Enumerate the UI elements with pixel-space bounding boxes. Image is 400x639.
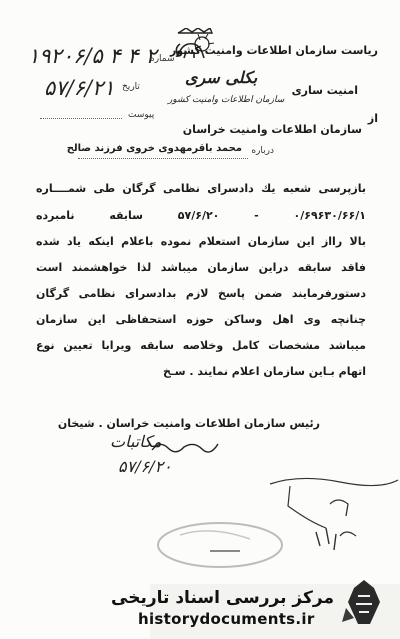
watermark-url: historydocuments.ir — [138, 610, 315, 628]
body-line: چنانچه وی اهل وساکن حوزه استحفاظی این سازمان — [36, 313, 366, 326]
department-name: امنیت ساری — [291, 84, 358, 97]
subject-line — [78, 158, 248, 159]
watermark-logo-icon — [340, 578, 388, 628]
watermark-title: مرکز بررسی اسناد تاریخی — [111, 588, 334, 608]
attachment-label: پیوست — [128, 110, 155, 120]
body-line: دستورفرمایند ضمن پاسخ لازم بدادسرای نظامی گرگان — [36, 287, 366, 300]
body-line: بالا رااز این سازمان استعلام نموده باعلام اینکه یاد شده — [36, 235, 366, 248]
signature-handwritten-note: مکاتبات — [110, 432, 162, 451]
attachment-line — [40, 118, 122, 119]
body-line: فاقد سابقه دراین سازمان میباشد لذا خواهشمند است — [36, 261, 366, 274]
date-value: ۵۷/۶/۲۱ — [44, 76, 115, 100]
signature-scribble — [150, 438, 220, 456]
signature-title: رئیس سازمان اطلاعات وامنیت خراسان . شیخان — [57, 417, 320, 430]
number-value: ۱۹۲۰۶/۵ ۴ ۴ ۲ — [28, 44, 157, 68]
handwritten-stamp-line: سازمان اطلاعات وامنیت کشور — [168, 95, 285, 105]
faded-stamp-icon — [150, 515, 290, 575]
number-label: شماره — [150, 54, 175, 64]
from-label: از — [367, 112, 378, 125]
date-label: تاریخ — [122, 82, 140, 92]
subject-value: محمد باقرمهدوی خروی فرزند صالح — [66, 143, 242, 154]
agency-name: ریاست سازمان اطلاعات وامنیت کشور — [169, 44, 378, 57]
from-value: سازمان اطلاعات وامنیت خراسان — [182, 123, 362, 136]
body-line: ۰/۶۹۶۳۰/۶۶/۱ - ۵۷/۶/۲۰ سابقه نامبرده — [36, 209, 366, 222]
body-line: میباشد مشخصات کامل وخلاصه سابقه ویرابا تعیین نوع — [36, 339, 366, 352]
subject-label: درباره — [251, 146, 274, 156]
body-line: اتهام بـاین سازمان اعلام نمایند . سـخ — [163, 365, 366, 378]
body-line: بازپرسی شعبه یك دادسرای نظامی گرگان طی شمــــاره — [36, 182, 366, 195]
top-secret-handwritten: بکلی سری — [185, 68, 258, 87]
signature-date: ۵۷/۶/۲۰ — [118, 457, 172, 476]
